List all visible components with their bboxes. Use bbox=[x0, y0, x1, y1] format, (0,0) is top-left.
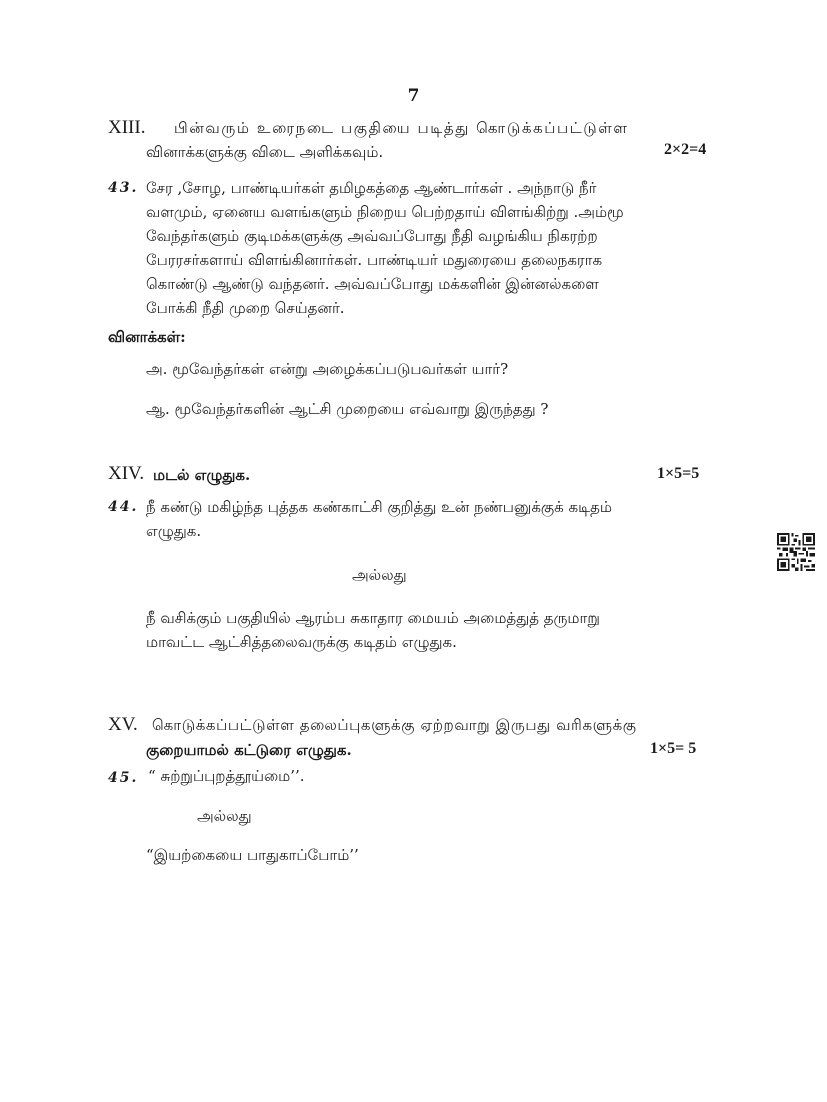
questions-label: வினாக்கள்: bbox=[108, 328, 186, 346]
alternative-44-line-1: நீ வசிக்கும் பகுதியில் ஆரம்ப சுகாதார மையம் அமைத்துத் தருமாறு bbox=[146, 609, 600, 627]
essay-topic-2: “இயற்கையை பாதுகாப்போம்’’ bbox=[146, 846, 359, 864]
question-a: அ. மூவேந்தர்கள் என்று அழைக்கப்படுபவர்கள் யார்? bbox=[146, 360, 509, 378]
page-number: 7 bbox=[407, 86, 420, 106]
question-44-line-2: எழுதுக. bbox=[146, 522, 202, 540]
passage-line-6: போக்கி நீதி முறை செய்தனர். bbox=[146, 299, 345, 317]
alternative-44-line-2: மாவட்ட ஆட்சித்தலைவருக்கு கடிதம் எழுதுக. bbox=[146, 633, 457, 651]
passage-line-5: கொண்டு ஆண்டு வந்தனர். அவ்வப்போது மக்களின் இன்னல்களை bbox=[146, 275, 599, 293]
passage-line-1: சேர ,சோழ, பாண்டியர்கள் தமிழகத்தை ஆண்டார்கள் . அந்நாடு நீர் bbox=[146, 179, 597, 197]
question-45-number: 45. bbox=[108, 770, 139, 786]
qr-code-icon bbox=[777, 533, 815, 571]
section-14-numeral: XIV. bbox=[108, 463, 145, 484]
section-14-heading: மடல் எழுதுக. bbox=[153, 466, 251, 484]
passage-line-4: பேரரசர்களாய் விளங்கினார்கள். பாண்டியர் மதுரையை தலைநகராக bbox=[146, 251, 603, 269]
section-13-numeral: XIII. bbox=[108, 117, 146, 138]
section-14-marks: 1×5=5 bbox=[657, 465, 700, 482]
section-15-marks: 1×5= 5 bbox=[650, 740, 697, 757]
section-13-heading-text: பின்வரும் உரைநடை பகுதியை படித்து கொடுக்கப்பட்டுள்ள bbox=[174, 119, 629, 137]
or-label-1: அல்லது bbox=[352, 566, 407, 584]
section-13-heading-line-2: வினாக்களுக்கு விடை அளிக்கவும். bbox=[146, 143, 384, 161]
section-15-numeral: XV. bbox=[108, 714, 138, 735]
essay-topic-1: “ சுற்றுப்புறத்தூய்மை’’. bbox=[148, 767, 305, 785]
section-13-marks: 2×2=4 bbox=[664, 141, 707, 158]
passage-line-2: வளமும், ஏனைய வளங்களும் நிறைய பெற்றதாய் விளங்கிற்று .அம்மூ bbox=[146, 203, 624, 221]
question-44-number: 44. bbox=[108, 499, 139, 515]
or-label-2: அல்லது bbox=[197, 807, 252, 825]
section-15-heading-line-1: கொடுக்கப்பட்டுள்ள தலைப்புகளுக்கு ஏற்றவாறு இருபது வரிகளுக்கு bbox=[152, 716, 637, 734]
section-13-heading-line-1 bbox=[174, 116, 720, 140]
passage-line-3: வேந்தர்களும் குடிமக்களுக்கு அவ்வப்போது நீதி வழங்கிய நிகரற்ற bbox=[146, 227, 598, 245]
question-43-number: 43. bbox=[108, 180, 139, 196]
question-44-line-1: நீ கண்டு மகிழ்ந்த புத்தக கண்காட்சி குறித்து உன் நண்பனுக்குக் கடிதம் bbox=[146, 498, 612, 516]
section-15-heading-line-2: குறையாமல் கட்டுரை எழுதுக. bbox=[146, 741, 352, 759]
question-b: ஆ. மூவேந்தர்களின் ஆட்சி முறையை எவ்வாறு இருந்தது ? bbox=[146, 400, 549, 418]
